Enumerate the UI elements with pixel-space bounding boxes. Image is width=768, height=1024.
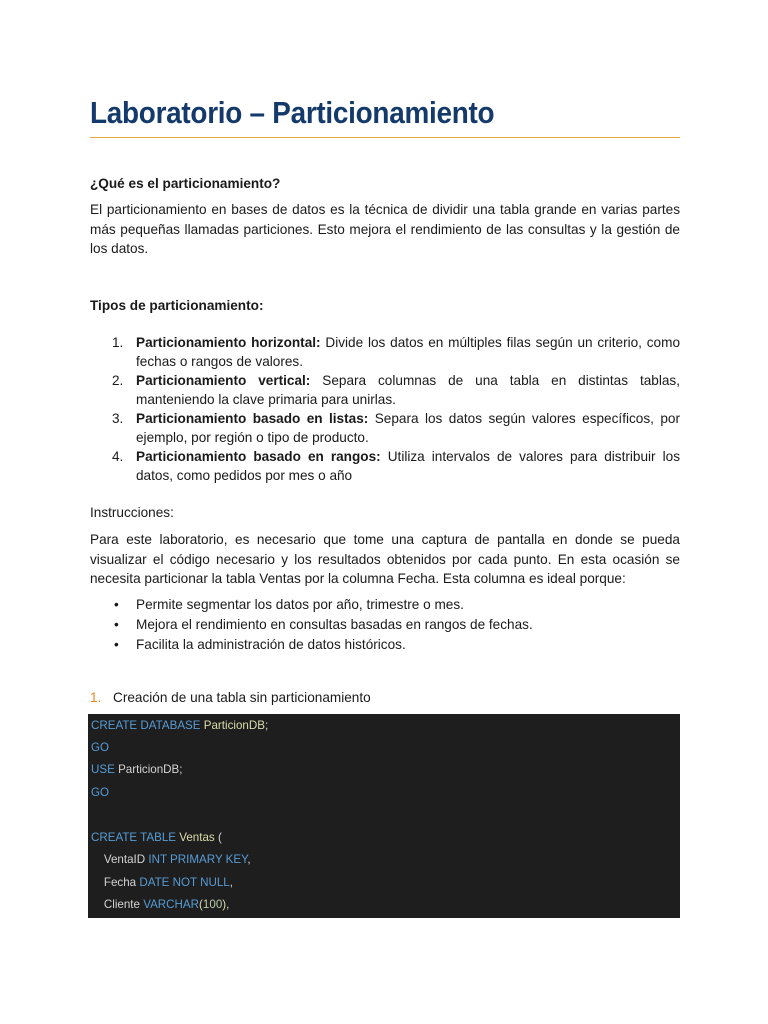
list-item: [90, 333, 680, 371]
list-description: Divide los datos en múltiples filas según un criterio, como fechas o rangos de valores.: [136, 335, 681, 369]
code-keyword: CREATE DATABASE: [91, 719, 201, 732]
list-number: 4.: [112, 449, 124, 464]
code-line-7: [91, 852, 251, 868]
list-item: [90, 635, 680, 655]
list-term: Particionamiento basado en rangos:: [136, 449, 381, 464]
instructions-paragraph: Para este laboratorio, es necesario que tome una captura de pantalla en donde se pueda visualizar el código necesario y los resultados obtenidos por cada punto. En esta ocasión se necesita particionar la tabla Ventas por la columna Fecha. Esta columna es ideal porque:: [90, 532, 680, 586]
bullet-text: Permite segmentar los datos por año, trimestre o mes.: [136, 597, 464, 612]
code-keyword: VARCHAR: [143, 898, 200, 911]
code-line-2: [91, 740, 109, 756]
list-description: Separa columnas de una tabla en distintas tablas, manteniendo la clave primaria para unirlas.: [136, 373, 680, 407]
code-indent: [91, 898, 104, 911]
title-divider: [90, 137, 680, 138]
list-number: 3.: [112, 411, 124, 426]
list-item: [90, 595, 680, 615]
intro-heading: ¿Qué es el particionamiento?: [90, 176, 281, 191]
page-title: Laboratorio – Particionamiento: [90, 95, 495, 130]
list-item: [90, 447, 680, 485]
code-punct: ,: [229, 876, 233, 889]
code-keyword: DATE NOT NULL: [139, 876, 230, 889]
code-line-4: [91, 785, 109, 801]
list-item: [90, 615, 680, 635]
code-text: ParticionDB;: [114, 763, 183, 776]
list-item: [90, 409, 680, 447]
bullet-icon: •: [114, 616, 119, 632]
code-line-6: [91, 830, 222, 846]
list-term: Particionamiento horizontal:: [136, 335, 321, 350]
list-term: Particionamiento vertical:: [136, 373, 311, 388]
list-number: 2.: [112, 373, 124, 388]
code-number: 100: [202, 898, 223, 911]
code-column: VentaID: [103, 853, 149, 866]
bullet-icon: •: [114, 597, 119, 612]
list-item: [90, 371, 680, 409]
code-keyword: INT PRIMARY KEY: [148, 853, 248, 866]
code-indent: [91, 853, 104, 866]
benefits-list: [90, 595, 680, 654]
code-column: Fecha: [103, 876, 140, 889]
code-keyword: GO: [91, 741, 110, 754]
bullet-icon: •: [114, 636, 119, 652]
code-column: Cliente: [103, 898, 144, 911]
bullet-text: Facilita la administración de datos históricos.: [136, 636, 406, 652]
code-block: [88, 714, 680, 918]
list-term: Particionamiento basado en listas:: [136, 411, 369, 426]
code-punct: ),: [222, 898, 230, 911]
code-identifier: ParticionDB: [200, 719, 265, 732]
code-keyword: CREATE TABLE: [91, 831, 177, 844]
code-line-8: [91, 875, 233, 891]
bullet-text: Mejora el rendimiento en consultas basadas en rangos de fechas.: [136, 616, 533, 632]
step-label: Creación de una tabla sin particionamiento: [113, 690, 371, 705]
code-punct: (: [199, 898, 203, 911]
step-1-heading: [90, 688, 371, 707]
code-punct: ,: [247, 853, 251, 866]
code-keyword: GO: [91, 786, 110, 799]
code-line-3: [91, 762, 183, 778]
types-heading: Tipos de particionamiento:: [90, 298, 264, 313]
step-number: 1.: [90, 690, 102, 705]
code-indent: [91, 876, 104, 889]
code-punct: (: [214, 831, 222, 844]
intro-paragraph: El particionamiento en bases de datos es la técnica de dividir una tabla grande en varias partes más pequeñas llamadas particiones. Esto mejora el rendimiento de las consultas y la gestión de los datos.: [90, 202, 680, 256]
list-description: Utiliza intervalos de valores para distribuir los datos, como pedidos por mes o año: [136, 449, 680, 483]
code-punct: ;: [264, 719, 269, 732]
list-number: 1.: [112, 335, 124, 350]
code-keyword: USE: [91, 763, 115, 776]
instructions-label: Instrucciones:: [90, 505, 174, 520]
code-line-9: [91, 897, 229, 913]
code-line-1: [91, 718, 268, 734]
list-description: Separa los datos según valores específicos, por ejemplo, por región o tipo de producto.: [136, 411, 680, 445]
types-list: [90, 333, 680, 485]
code-identifier: Ventas: [176, 831, 215, 844]
